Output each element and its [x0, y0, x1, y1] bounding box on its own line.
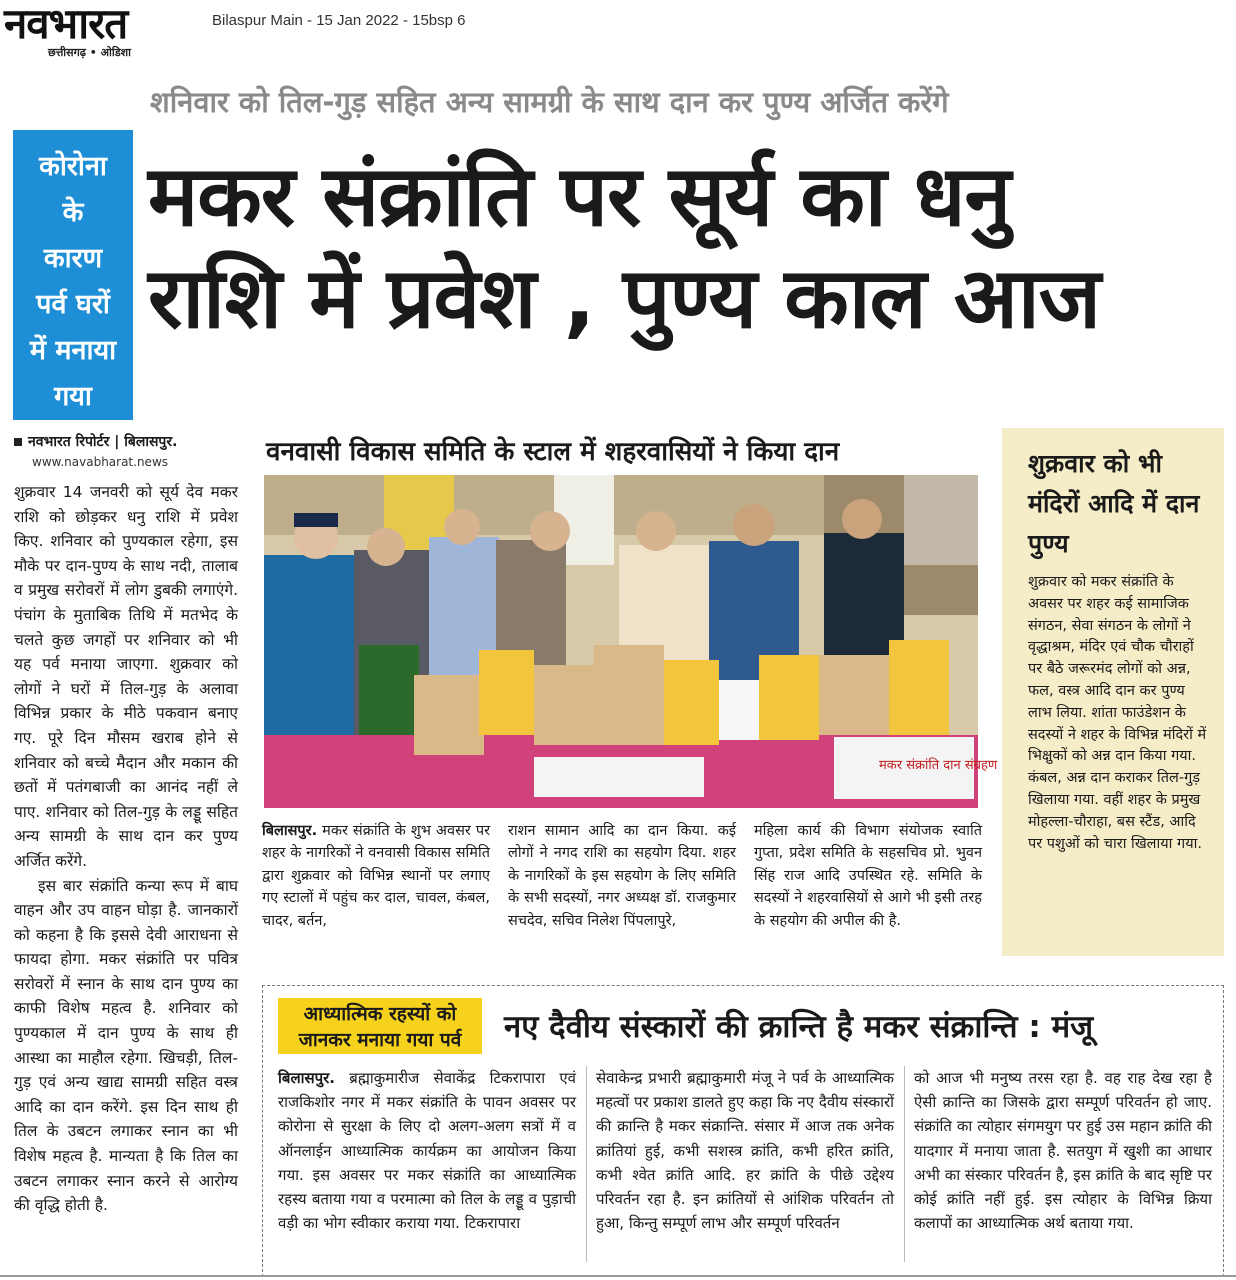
- dateline: बिलासपुर.: [262, 823, 318, 839]
- article-paragraph: शुक्रवार 14 जनवरी को सूर्य देव मकर राशि को छोड़कर धनु राशि में प्रवेश किए. शनिवार को पुण्यकाल रहेगा, इस मौके पर दान-पुण्य के साथ नदी, तालाब व प्रमुख सरोवरों में लोग डुबकी लगाएंगे. पंचांग के मुताबिक तिथि में मतभेद के चलते कुछ जगहों पर शनिवार को भी यह पर्व मनाया जाएगा. शुक्रवार को लोगों ने घरों में तिल-गुड़ के अलावा विभिन्न प्रकार के मीठे पकवान बनाए गए. पूरे दिन मौसम खराब होने से शनिवार को बच्चे मैदान और मकान की छतों में पतंगबाजी का आनंद नहीं ले पाए. शनिवार को तिल-गुड़ के लड्डू सहित अन्य सामग्री के साथ दान कर पुण्य अर्जित करेंगे.: [14, 483, 238, 870]
- edition-info: Bilaspur Main - 15 Jan 2022 - 15bsp 6: [212, 12, 466, 29]
- side-story-body: शुक्रवार को मकर संक्रांति के अवसर पर शहर कई सामाजिक संगठन, सेवा संगठन के लोगों ने वृद्धाश्रम, मंदिर एवं चौक चौराहों पर बैठे जरूरमंद लोगों को अन्न, फल, वस्त्र आदि दान कर पुण्य लाभ लिया. शांता फाउंडेशन के सदस्यों ने शहर के विभिन्न मंदिरों में भिक्षुकों को अन्न दान किया गया. कंबल, अन्न दान कराकर तिल-गुड़ खिलाया गया. वहीं शहर के प्रमुख मोहल्ला-चौराहा, बस स्टैंड, आदि पर पशुओं को चारा खिलाया गया.: [1028, 574, 1207, 852]
- byline-reporter: नवभारत रिपोर्टर: [28, 434, 110, 450]
- banner-text: मकर संक्रांति दान संग्रहण: [879, 758, 998, 773]
- bottom-story-headline: नए दैवीय संस्कारों की क्रान्ति है मकर संक्रान्ति : मंजू: [504, 1009, 1094, 1045]
- side-story-box: [1002, 428, 1224, 956]
- main-headline: [148, 145, 1228, 349]
- tag-line: जानकर मनाया गया पर्व: [298, 1029, 462, 1051]
- page-bottom-rule: [0, 1275, 1236, 1277]
- column-text: महिला कार्य की विभाग संयोजक स्वाति गुप्ता, प्रदेश समिति के सहसचिव प्रो. भुवन सिंह राज आदि उपस्थित रहे. समिति के सदस्यों ने शहरवासियों से आगे भी इसी तरह के सहयोग की अपील की है.: [754, 823, 982, 929]
- column-text: सेवाकेन्द्र प्रभारी ब्रह्माकुमारी मंजू ने पर्व के आध्यात्मिक महत्वों पर प्रकाश डालते हुए कहा कि नए दैवीय संस्कारों की क्रान्ति है मकर संक्रान्ति. संसार में आज तक अनेक क्रांतियां हुई, कभी सशस्त्र क्रांति, कभी हरित क्रांति, कभी श्वेत क्रांति आदि. हर क्रांति के पीछे उद्देश्य परिवर्तन रहा है. इन क्रांतियों से आंशिक परिवर्तन तो हुआ, किन्तु सम्पूर्ण लाभ और सम्पूर्ण परिवर्तन: [596, 1069, 894, 1233]
- highlight-line: कारण: [43, 243, 103, 274]
- byline-place: बिलासपुर.: [124, 434, 178, 450]
- kicker-headline: शनिवार को तिल-गुड़ सहित अन्य सामग्री के साथ दान कर पुण्य अर्जित करेंगे: [150, 85, 949, 119]
- highlight-line: पर्व घरों: [36, 289, 110, 320]
- masthead-subtitle: छत्तीसगढ़ • ओडिशा: [48, 46, 131, 59]
- photo-story-column: [508, 820, 736, 932]
- bottom-story-column: [278, 1066, 576, 1266]
- column-text: राशन सामान आदि का दान किया. कई लोगों ने नगद राशि का सहयोग दिया. शहर के नागरिकों के इस सहयोग के लिए समिति के सभी सदस्यों, नगर अध्यक्ष डॉ. राजकुमार सचदेव, सचिव निलेश पिंपलापुरे,: [508, 823, 736, 929]
- headline-line-1: मकर संक्रांति पर सूर्य का धनु: [148, 147, 1011, 245]
- bottom-story-column: [596, 1066, 894, 1266]
- website-link[interactable]: www.navabharat.news: [32, 455, 169, 469]
- highlight-box: [13, 130, 133, 420]
- bottom-story-tag: [278, 998, 482, 1054]
- photo-story-column: [262, 820, 490, 932]
- bottom-story-column: [914, 1066, 1212, 1266]
- tag-line: आध्यात्मिक रहस्यों को: [303, 1003, 457, 1025]
- column-divider: [586, 1066, 587, 1262]
- highlight-line: गया: [54, 381, 92, 412]
- bullet-square-icon: [14, 438, 22, 446]
- newspaper-masthead: [4, 2, 200, 62]
- dateline: बिलासपुर.: [278, 1069, 335, 1087]
- column-divider: [904, 1066, 905, 1262]
- byline: नवभारत रिपोर्टर | बिलासपुर.: [14, 432, 177, 451]
- news-photo: [264, 475, 998, 808]
- photo-story-column: [754, 820, 982, 932]
- side-story-title: शुक्रवार को भी मंदिरों आदि में दान पुण्य: [1028, 449, 1200, 558]
- headline-line-2: राशि में प्रवेश , पुण्य काल आज: [148, 249, 1100, 347]
- photo-story-headline: वनवासी विकास समिति के स्टाल में शहरवासियों ने किया दान: [266, 437, 840, 467]
- column-text: ब्रह्माकुमारीज सेवाकेंद्र टिकरापारा एवं राजकिशोर नगर में मकर संक्रांति के पावन अवसर पर कोरोना से सुरक्षा के लिए दो अलग-अलग सत्रों में व ऑनलाईन आध्यात्मिक कार्यक्रम का आयोजन किया गया. इस अवसर पर मकर संक्रांति का आध्यात्मिक रहस्य बताया गया व परमात्मा को तिल के लड्डू व पुड़ाची वड़ी का भोग स्वीकार कराया गया. टिकरापारा: [278, 1069, 576, 1233]
- highlight-line: में मनाया: [29, 335, 117, 366]
- highlight-line: के: [62, 197, 84, 228]
- highlight-line: कोरोना: [39, 151, 107, 182]
- article-paragraph: इस बार संक्रांति कन्या रूप में बाघ वाहन और उप वाहन घोड़ा है. जानकारों को कहना है कि इससे देवी आराधना से फायदा होगा. मकर संक्रांति पर पवित्र सरोवरों में स्नान के साथ दान पुण्य का काफी विशेष महत्व है. शनिवार को पुण्यकाल में दान पुण्य के साथ ही आस्था का माहौल रहेगा. खिचड़ी, तिल-गुड़ एवं अन्य खाद्य सामग्री सहित वस्त्र आदि का दान करेंगे. इस दिन साथ ही तिल के उबटन लगाकर स्नान का भी विशेष महत्व है. मान्यता है कि तिल का उबटन लगाकर स्नान करने से आरोग्य की वृद्धि होती है.: [14, 876, 238, 1215]
- column-text: को आज भी मनुष्य तरस रहा है. वह राह देख रहा है ऐसी क्रान्ति का जिसके द्वारा सम्पूर्ण परिवर्तन हो जाए. संक्रांति का त्योहार संगमयुग पर हुई उस महान क्रांति की यादगार में मनाया जाता है. सतयुग में खुशी का आधार अभी का संस्कार परिवर्तन है, इस क्रांति के बाद सृष्टि पर कोई क्रांति नहीं हुई. इस त्योहार के विभिन्न क्रिया कलापों का आध्यात्मिक अर्थ बताया गया.: [914, 1069, 1212, 1233]
- photo-illustration: [264, 475, 998, 808]
- column-text: मकर संक्रांति के शुभ अवसर पर शहर के नागरिकों ने वनवासी विकास समिति द्वारा शुक्रवार को विभिन्न स्थानों पर लगाए गए स्टालों में पहुंच कर दाल, चावल, कंबल, चादर, बर्तन,: [262, 823, 491, 929]
- masthead-title: नवभारत: [4, 0, 128, 48]
- main-article-body: [14, 480, 238, 1262]
